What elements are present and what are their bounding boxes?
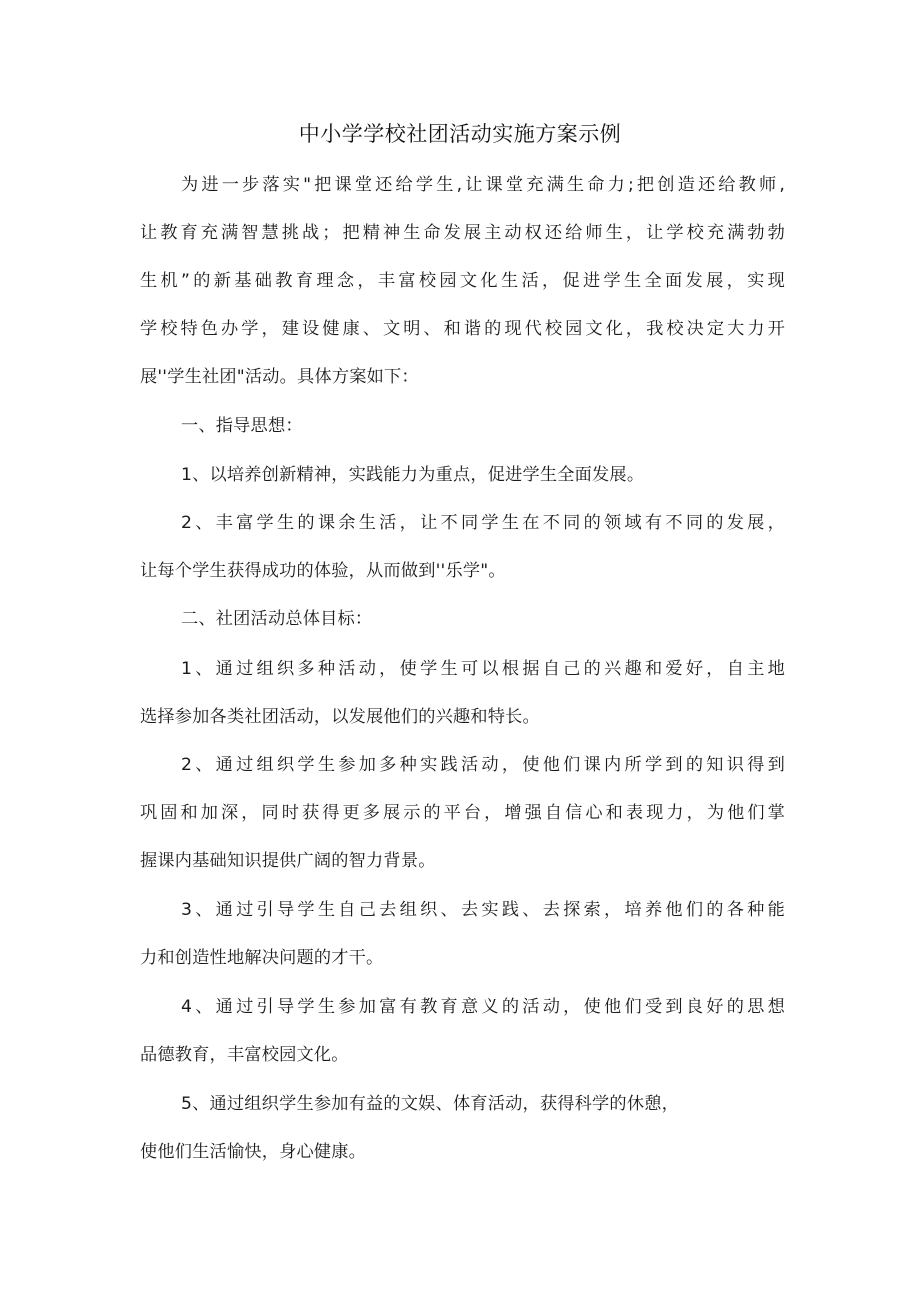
section2-item4-line1: 4、通过引导学生参加富有教育意义的活动，使他们受到良好的思想 [181,997,785,1017]
intro-line-1: 为进一步落实"把课堂还给学生,让课堂充满生命力;把创造还给教师, [181,175,785,195]
document-title: 中小学学校社团活动实施方案示例 [298,122,622,146]
section2-item1-line1: 1、通过组织多种活动，使学生可以根据自己的兴趣和爱好，自主地 [181,659,785,679]
section2-item5-line1: 5、通过组织学生参加有益的文娱、体育活动，获得科学的休憩， [181,1094,679,1114]
section2-item4-line2: 品德教育，丰富校园文化。 [140,1045,349,1065]
section2-item1-line2: 选择参加各类社团活动，以发展他们的兴趣和特长。 [140,707,540,727]
section1-item2-line2: 让每个学生获得成功的体验，从而做到''乐学"。 [140,561,506,581]
section2-item3-line2: 力和创造性地解决问题的才干。 [140,948,384,968]
section1-item2-line1: 2、丰富学生的课余生活，让不同学生在不同的领域有不同的发展， [181,513,785,533]
section1-item1-line1: 1、以培养创新精神，实践能力为重点，促进学生全面发展。 [181,465,645,485]
intro-line-3: 生机”的新基础教育理念，丰富校园文化生活，促进学生全面发展，实现 [140,271,785,291]
intro-line-5: 展''学生社团"活动。具体方案如下： [140,367,419,387]
intro-line-4: 学校特色办学，建设健康、文明、和谐的现代校园文化，我校决定大力开 [140,319,785,339]
section2-heading: 二、社团活动总体目标： [181,609,373,629]
section2-item3-line1: 3、通过引导学生自己去组织、去实践、去探索，培养他们的各种能 [181,900,785,920]
section2-item2-line1: 2、通过组织学生参加多种实践活动，使他们课内所学到的知识得到 [181,755,785,775]
section2-item2-line3: 握课内基础知识提供广阔的智力背景。 [140,851,436,871]
section2-item5-line2: 使他们生活愉快，身心健康。 [140,1142,367,1162]
section1-heading: 一、指导思想： [181,416,303,436]
section2-item2-line2: 巩固和加深，同时获得更多展示的平台，增强自信心和表现力，为他们掌 [140,803,785,823]
intro-line-2: 让教育充满智慧挑战；把精神生命发展主动权还给师生，让学校充满勃勃 [140,223,785,243]
